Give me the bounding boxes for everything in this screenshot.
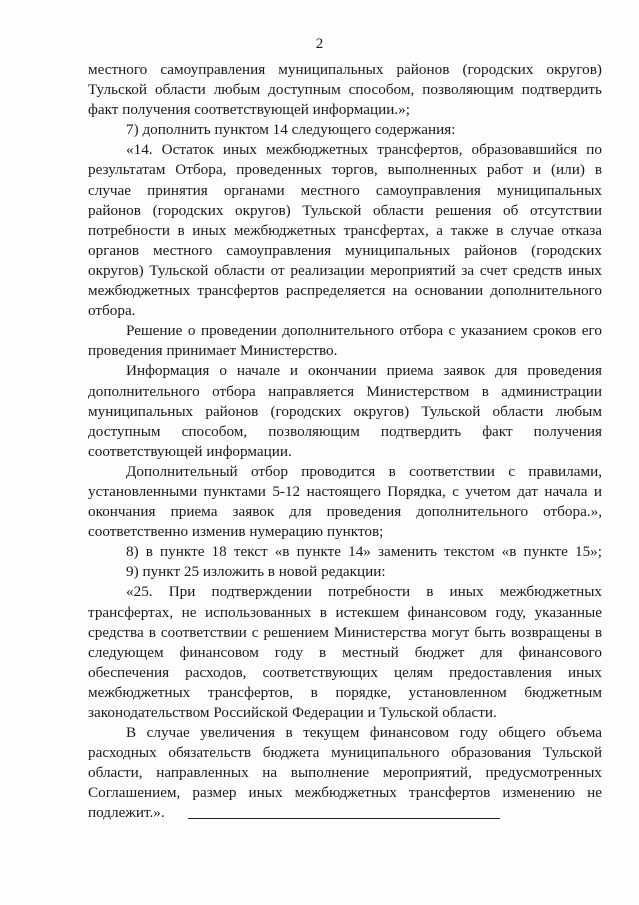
text-line: Решение о проведении дополнительного отбора с указанием сроков его bbox=[126, 322, 602, 340]
text-line: дополнительного отбора направляется Министерством в администрации bbox=[88, 382, 602, 400]
text-line: потребности в иных межбюджетных трансфертах, а также в случае отказа bbox=[88, 221, 602, 239]
text-line: округов) Тульской области от реализации мероприятий за счет средств иных bbox=[88, 261, 602, 279]
text-line: подлежит.». bbox=[88, 804, 165, 822]
text-line: следующем финансовом году в местный бюджет для финансового bbox=[88, 643, 602, 661]
text-line: Соглашением, размер иных межбюджетных трансфертов изменению не bbox=[88, 784, 602, 802]
document-body bbox=[88, 60, 602, 824]
text-line: местного самоуправления муниципальных районов (городских округов) bbox=[88, 61, 602, 78]
text-line: факт получения соответствующей информации.»; bbox=[88, 101, 410, 119]
text-line: районов (городских округов) Тульской области решения об отсутствии bbox=[88, 201, 602, 219]
text-line: 8) в пункте 18 текст «в пункте 14» заменить текстом «в пункте 15»; bbox=[126, 543, 602, 561]
text-line: «14. Остаток иных межбюджетных трансфертов, образовавшийся по bbox=[126, 141, 602, 159]
text-line: установленными пунктами 5-12 настоящего Порядка, с учетом дат начала и bbox=[88, 482, 602, 500]
text-line: Дополнительный отбор проводится в соответствии с правилами, bbox=[126, 462, 602, 480]
text-line: отбора. bbox=[88, 302, 136, 320]
text-line: трансфертах, не использованных в истекшем финансовом году, указанные bbox=[88, 603, 602, 621]
text-line: межбюджетных трансфертов, в порядке, установленном бюджетным bbox=[88, 683, 602, 701]
text-line: муниципальных районов (городских округов) Тульской области любым bbox=[88, 402, 602, 420]
text-line: законодательством Российской Федерации и Тульской области. bbox=[88, 704, 497, 721]
text-line: В случае увеличения в текущем финансовом году общего объема bbox=[126, 724, 602, 742]
text-line: области, направленных на выполнение мероприятий, предусмотренных bbox=[88, 764, 602, 782]
page-number: 2 bbox=[315, 36, 324, 52]
text-line: межбюджетных трансфертов распределяется на основании дополнительного bbox=[88, 282, 602, 300]
text-line: соответственно изменив нумерацию пунктов; bbox=[88, 523, 384, 541]
text-line: результатам Отбора, проведенных торгов, выполненных работ и (или) в bbox=[88, 161, 602, 179]
text-line: «25. При подтверждении потребности в иных межбюджетных bbox=[126, 583, 602, 601]
text-line: расходных обязательств бюджета муниципального образования Тульской bbox=[88, 744, 602, 762]
text-line: Информация о начале и окончании приема заявок для проведения bbox=[126, 362, 602, 380]
text-line: обеспечения расходов, соответствующих целям предоставления иных bbox=[88, 663, 602, 681]
end-rule bbox=[188, 818, 500, 819]
text-line: 9) пункт 25 изложить в новой редакции: bbox=[126, 563, 386, 581]
text-line: Тульской области любым доступным способом, позволяющим подтвердить bbox=[88, 81, 602, 99]
text-line: случае принятия органами местного самоуправления муниципальных bbox=[88, 181, 602, 199]
text-line: органов местного самоуправления муниципальных районов (городских bbox=[88, 241, 602, 259]
text-line: 7) дополнить пунктом 14 следующего содержания: bbox=[126, 121, 456, 139]
text-line: доступным способом, позволяющим подтвердить факт получения bbox=[88, 422, 602, 440]
text-line: соответствующей информации. bbox=[88, 442, 292, 460]
text-line: средства в соответствии с решением Министерства могут быть возвращены в bbox=[88, 623, 602, 641]
text-line: окончания приема заявок для проведения дополнительного отбора.», bbox=[88, 503, 602, 521]
text-line: проведения принимает Министерство. bbox=[88, 342, 338, 360]
